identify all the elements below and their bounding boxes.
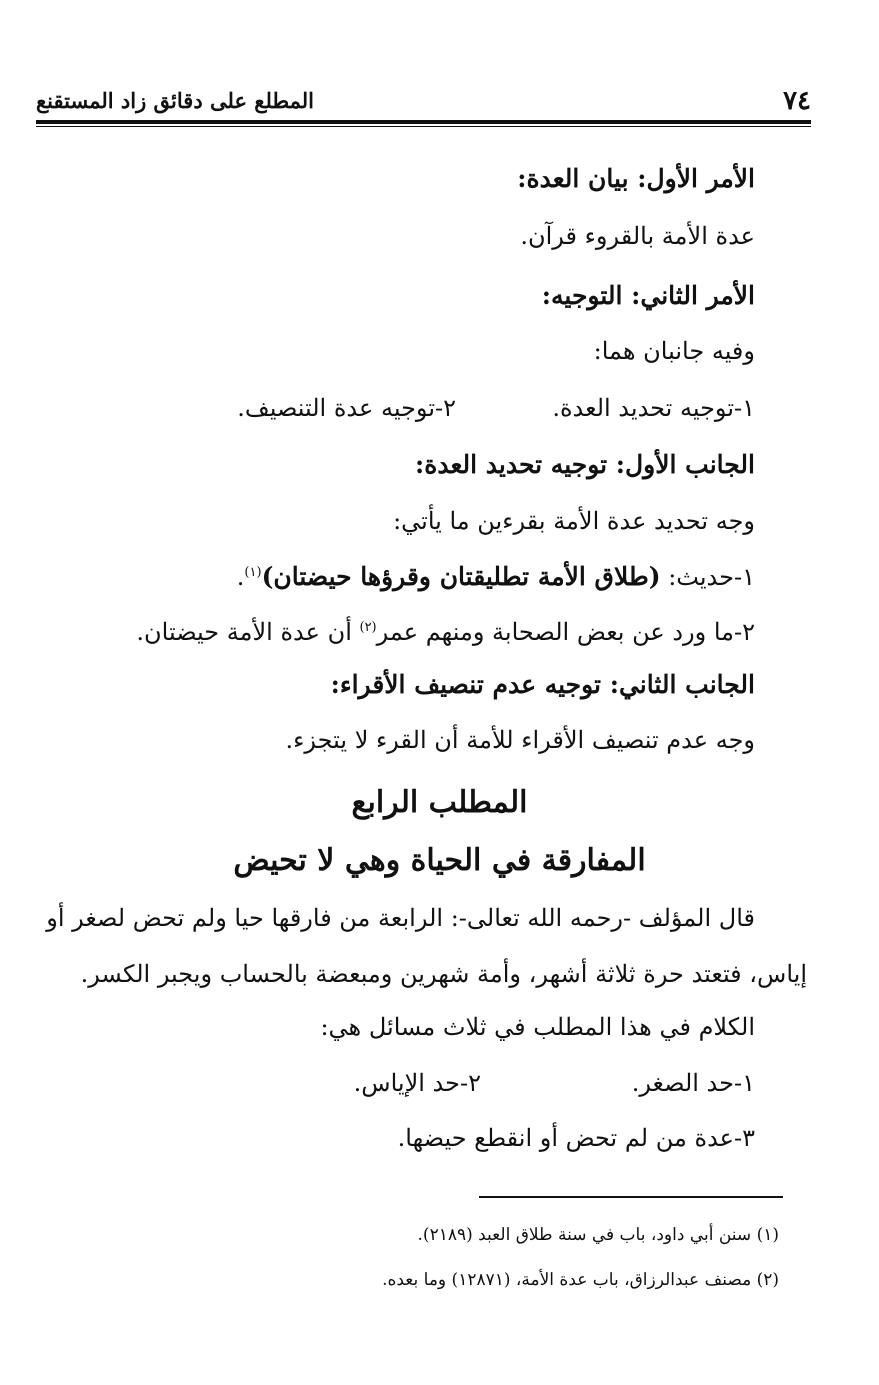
- footnote-2: (٢) مصنف عبدالرزاق، باب عدة الأمة، (١٢٨٧١) وما بعده.: [382, 1270, 779, 1290]
- list-item-side-2: ٢-توجيه عدة التنصيف.: [237, 394, 456, 422]
- umar-text-b: أن عدة الأمة حيضتان.: [136, 618, 360, 646]
- header-rule-thick: [36, 120, 811, 124]
- list-item-issue-1: ١-حد الصغر.: [631, 1069, 755, 1097]
- author-text-line-1: قال المؤلف -رحمه الله تعالى-: الرابعة من فارقها حيا ولم تحض لصغر أو: [46, 904, 755, 932]
- book-title: المطلع على دقائق زاد المستقنع: [36, 88, 315, 113]
- footnote-ref-2: (٢): [359, 620, 377, 635]
- paragraph-three-issues: الكلام في هذا المطلب في ثلاث مسائل هي:: [320, 1013, 755, 1041]
- running-header: [36, 84, 811, 118]
- umar-line: [136, 618, 755, 646]
- hadith-quote: (طلاق الأمة تطليقتان وقرؤها حيضتان): [261, 562, 661, 591]
- page-number: ٧٤: [783, 86, 811, 116]
- heading-second-matter: الأمر الثاني: التوجيه:: [541, 281, 755, 310]
- header-rule-thin: [36, 126, 811, 127]
- list-item-side-1: ١-توجيه تحديد العدة.: [552, 394, 755, 422]
- umar-text-a: ٢-ما ورد عن بعض الصحابة ومنهم عمر: [376, 618, 755, 646]
- paragraph-reason-intro: وجه تحديد عدة الأمة بقرءين ما يأتي:: [393, 507, 755, 535]
- hadith-prefix: ١-حديث:: [660, 563, 755, 591]
- paragraph-idda-quran: عدة الأمة بالقروء قرآن.: [520, 222, 755, 250]
- footnote-ref-1: (١): [244, 565, 262, 580]
- hadith-line: [237, 562, 755, 591]
- list-item-issue-2: ٢-حد الإياس.: [353, 1069, 481, 1097]
- author-text-line-2: إياس، فتعتد حرة ثلاثة أشهر، وأمة شهرين ومبعضة بالحساب ويجبر الكسر.: [80, 960, 807, 988]
- paragraph-two-sides: وفيه جانبان هما:: [593, 337, 755, 365]
- heading-side-one: الجانب الأول: توجيه تحديد العدة:: [415, 450, 755, 479]
- list-item-issue-3: ٣-عدة من لم تحض أو انقطع حيضها.: [397, 1124, 755, 1152]
- paragraph-no-halving: وجه عدم تنصيف الأقراء للأمة أن القرء لا يتجزء.: [285, 726, 755, 754]
- section-title: المطلب الرابع: [351, 785, 528, 820]
- hadith-end: .: [236, 563, 245, 591]
- heading-side-two: الجانب الثاني: توجيه عدم تنصيف الأقراء:: [330, 670, 755, 699]
- footnote-1: (١) سنن أبي داود، باب في سنة طلاق العبد (٢١٨٩).: [417, 1225, 779, 1245]
- heading-first-matter: الأمر الأول: بيان العدة:: [517, 164, 755, 193]
- section-subtitle: المفارقة في الحياة وهي لا تحيض: [233, 843, 646, 878]
